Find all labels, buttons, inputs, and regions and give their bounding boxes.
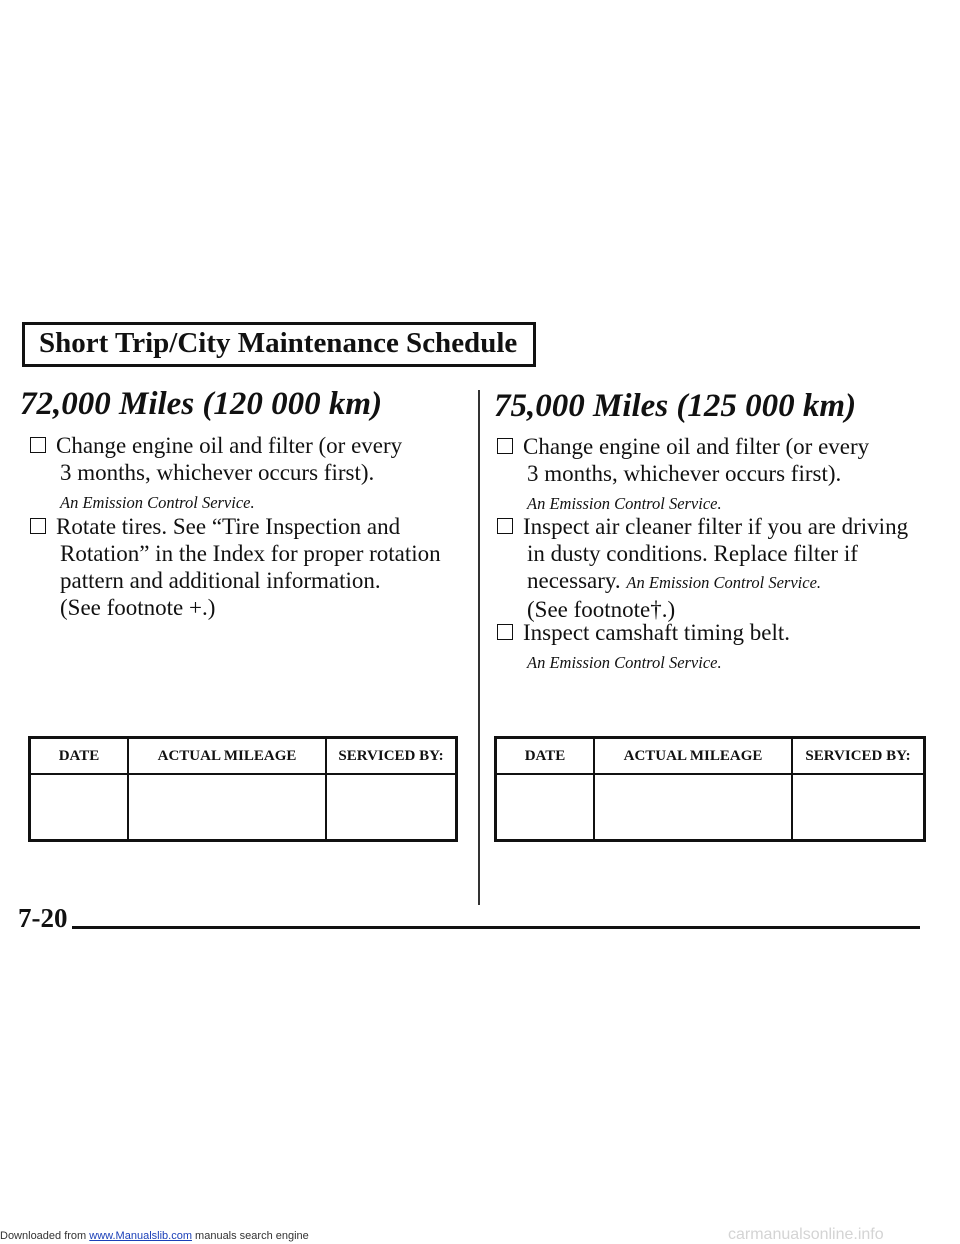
checkbox-icon bbox=[30, 437, 46, 453]
item-text: pattern and additional information. bbox=[60, 568, 381, 593]
emission-note: An Emission Control Service. bbox=[527, 653, 722, 672]
serviced-by-cell[interactable] bbox=[326, 774, 457, 841]
checkbox-icon bbox=[497, 624, 513, 640]
left-service-log-table bbox=[28, 736, 458, 842]
column-divider bbox=[478, 390, 480, 905]
download-footer bbox=[0, 1230, 309, 1242]
footer-prefix: Downloaded from bbox=[0, 1230, 87, 1242]
watermark: carmanualsonline.info bbox=[728, 1226, 884, 1243]
item-text: necessary. bbox=[527, 568, 621, 593]
item-text: (See footnote +.) bbox=[60, 595, 216, 620]
item-text: Change engine oil and filter (or every bbox=[56, 433, 403, 458]
emission-note: An Emission Control Service. bbox=[626, 573, 822, 592]
table-header-row bbox=[30, 738, 457, 775]
item-text: in dusty conditions. Replace filter if bbox=[527, 541, 858, 566]
page-rule bbox=[72, 926, 920, 929]
checkbox-icon bbox=[497, 518, 513, 534]
serviced-by-header: SERVICED BY: bbox=[792, 738, 925, 775]
actual-mileage-header: ACTUAL MILEAGE bbox=[594, 738, 792, 775]
date-header: DATE bbox=[496, 738, 595, 775]
serviced-by-cell[interactable] bbox=[792, 774, 925, 841]
actual-mileage-cell[interactable] bbox=[128, 774, 326, 841]
right-item-1 bbox=[497, 433, 869, 517]
item-text: Inspect camshaft timing belt. bbox=[523, 620, 790, 645]
item-text: 3 months, whichever occurs first). bbox=[527, 461, 842, 486]
left-item-1 bbox=[30, 432, 402, 516]
right-item-2 bbox=[497, 513, 908, 623]
item-text: Change engine oil and filter (or every bbox=[523, 434, 870, 459]
item-text: Rotate tires. See “Tire Inspection and bbox=[56, 514, 401, 539]
date-cell[interactable] bbox=[496, 774, 595, 841]
checkbox-icon bbox=[497, 438, 513, 454]
left-item-2 bbox=[30, 513, 441, 621]
table-row bbox=[30, 774, 457, 841]
table-header-row bbox=[496, 738, 925, 775]
emission-note: An Emission Control Service. bbox=[527, 494, 722, 513]
checkbox-icon bbox=[30, 518, 46, 534]
right-item-3 bbox=[497, 619, 790, 676]
left-mileage-heading: 72,000 Miles (120 000 km) bbox=[20, 386, 383, 422]
footer-suffix: manuals search engine bbox=[195, 1230, 309, 1242]
date-header: DATE bbox=[30, 738, 129, 775]
actual-mileage-header: ACTUAL MILEAGE bbox=[128, 738, 326, 775]
item-text: Inspect air cleaner filter if you are driving bbox=[523, 514, 909, 539]
table-row bbox=[496, 774, 925, 841]
serviced-by-header: SERVICED BY: bbox=[326, 738, 457, 775]
manualslib-link[interactable]: www.Manualslib.com bbox=[89, 1230, 192, 1242]
item-text: (See footnote†.) bbox=[527, 597, 676, 622]
right-mileage-heading: 75,000 Miles (125 000 km) bbox=[494, 388, 857, 424]
page-number: 7-20 bbox=[18, 903, 68, 933]
right-service-log-table bbox=[494, 736, 926, 842]
item-text: 3 months, whichever occurs first). bbox=[60, 460, 375, 485]
schedule-banner: Short Trip/City Maintenance Schedule bbox=[22, 322, 536, 367]
date-cell[interactable] bbox=[30, 774, 129, 841]
item-text: Rotation” in the Index for proper rotation bbox=[60, 541, 441, 566]
emission-note: An Emission Control Service. bbox=[60, 493, 255, 512]
actual-mileage-cell[interactable] bbox=[594, 774, 792, 841]
